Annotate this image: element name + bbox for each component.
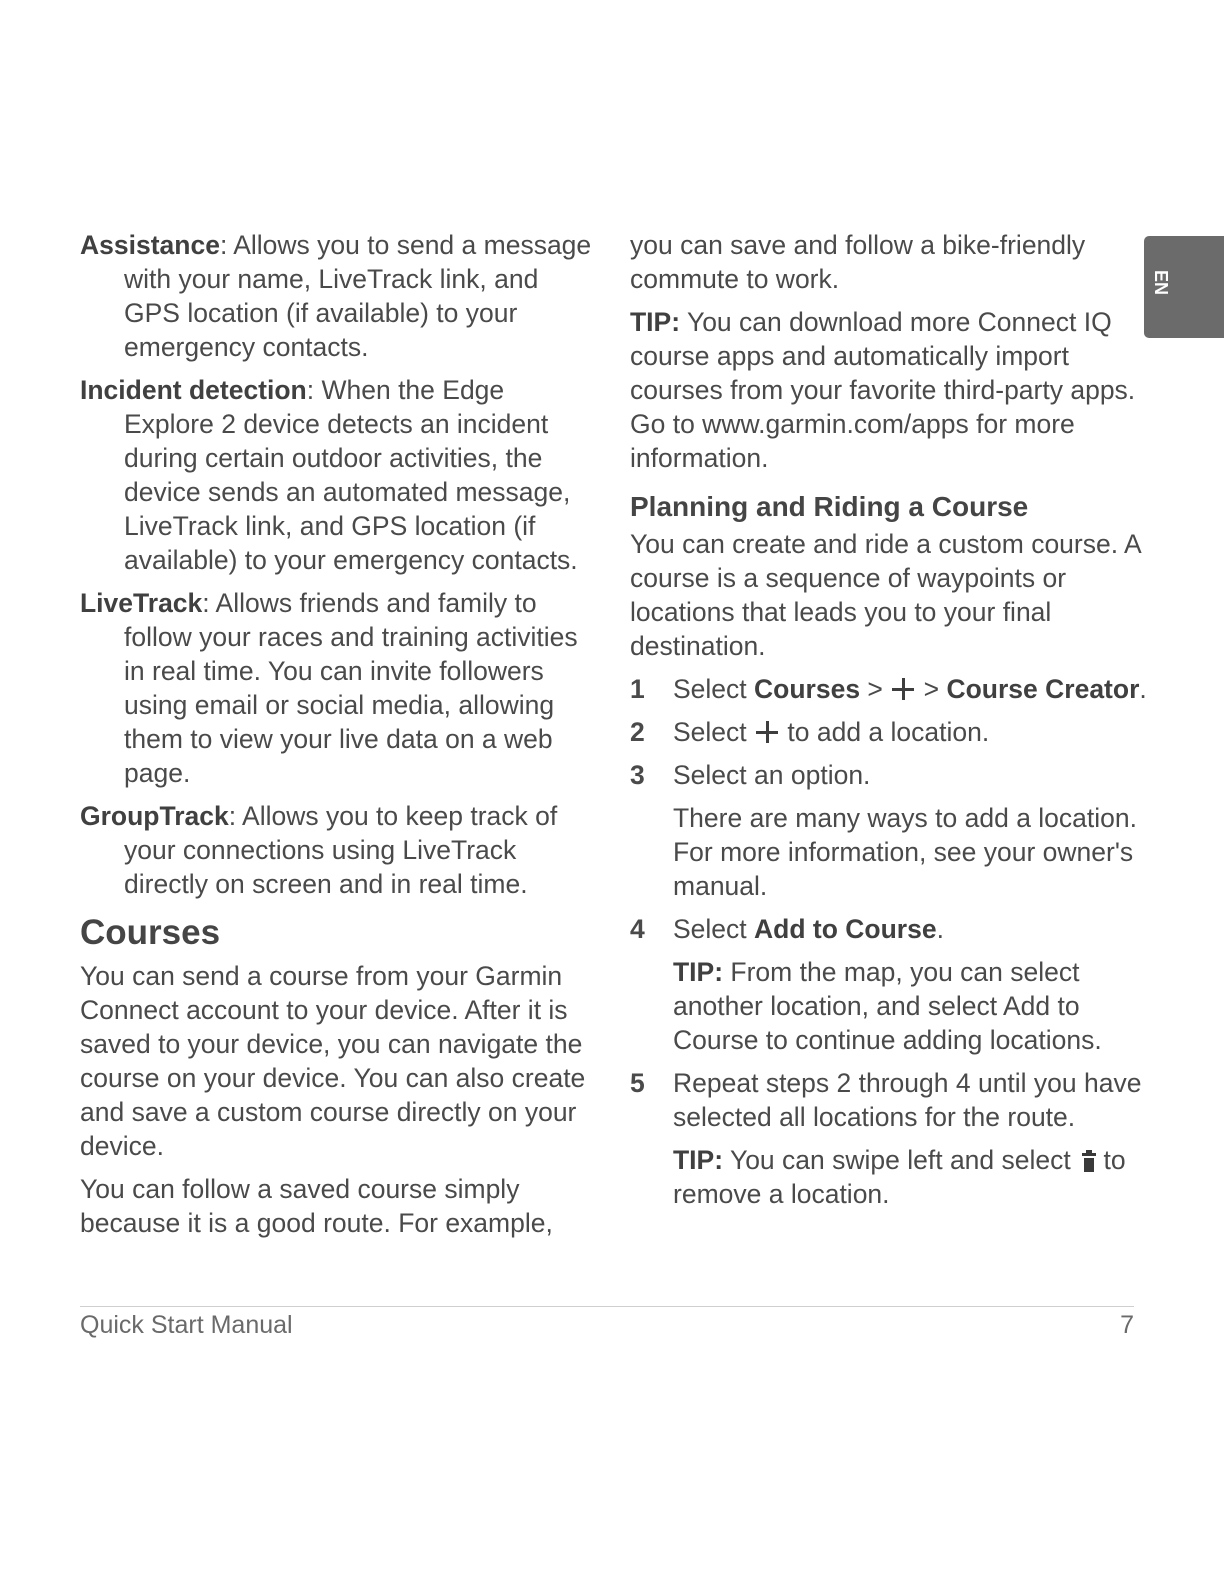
plus-icon bbox=[892, 678, 914, 700]
step-number: 5 bbox=[630, 1068, 645, 1098]
step-tip bbox=[673, 955, 1150, 1057]
term-assistance: Assistance bbox=[80, 230, 220, 260]
step-number: 1 bbox=[630, 674, 645, 704]
definition-assistance bbox=[80, 228, 600, 364]
term-grouptrack: GroupTrack bbox=[80, 801, 229, 831]
tip-text: to remove a location. bbox=[673, 1145, 1126, 1209]
footer-title: Quick Start Manual bbox=[80, 1311, 293, 1339]
right-column bbox=[630, 228, 1150, 1220]
step-text: Select an option. bbox=[673, 760, 871, 790]
definition-text: : Allows you to keep track of your connections using LiveTrack directly on screen and in real time. bbox=[124, 801, 558, 899]
definition-text: : Allows friends and family to follow your races and training activities in real time. You can invite followers using email or social media, allowing them to view your live data on a web page. bbox=[124, 588, 578, 788]
step-2 bbox=[630, 715, 1150, 749]
step-note: There are many ways to add a location. For more information, see your owner's manual. bbox=[673, 803, 1137, 901]
tip-text: You can swipe left and select bbox=[723, 1145, 1079, 1175]
step-number: 3 bbox=[630, 760, 645, 790]
step-5 bbox=[630, 1066, 1150, 1211]
separator: > bbox=[860, 674, 891, 704]
courses-paragraph-1: You can send a course from your Garmin Connect account to your device. After it is saved to your device, you can navigate the course on your device. You can also create and save a custom course directly on your device. bbox=[80, 961, 586, 1161]
term-incident-detection: Incident detection bbox=[80, 375, 307, 405]
tip-text: You can download more Connect IQ course apps and automatically import courses from your favorite third-party apps. Go to www.garmin.com/apps for more information. bbox=[630, 307, 1136, 473]
tip-label: TIP: bbox=[673, 1145, 724, 1175]
step-text: Select bbox=[673, 914, 755, 944]
step-4 bbox=[630, 912, 1150, 1057]
plus-icon bbox=[756, 721, 778, 743]
step-text: Repeat steps 2 through 4 until you have selected all locations for the route. bbox=[673, 1068, 1142, 1132]
separator: > bbox=[916, 674, 947, 704]
page-number: 7 bbox=[1120, 1311, 1134, 1339]
step-number: 2 bbox=[630, 717, 645, 747]
definition-text: : When the Edge Explore 2 device detects an incident during certain outdoor activities, the device sends an automated message, LiveTrack link, and GPS location (if available) to your emergency contacts. bbox=[124, 375, 578, 575]
courses-paragraph-2: You can follow a saved course simply because it is a good route. For example, bbox=[80, 1174, 553, 1238]
step-1 bbox=[630, 672, 1150, 706]
language-tab-label: EN bbox=[1151, 269, 1172, 296]
step-text: to add a location. bbox=[780, 717, 990, 747]
step-text: Select bbox=[673, 674, 755, 704]
step-text: . bbox=[936, 914, 944, 944]
steps-list bbox=[630, 672, 1150, 1211]
tip-label: TIP: bbox=[630, 307, 681, 337]
definition-grouptrack bbox=[80, 799, 600, 901]
definition-livetrack bbox=[80, 586, 600, 790]
course-creator-label: Course Creator bbox=[946, 674, 1140, 704]
trash-icon bbox=[1082, 1150, 1096, 1172]
step-3 bbox=[630, 758, 1150, 903]
continued-paragraph: you can save and follow a bike-friendly commute to work. bbox=[630, 230, 1086, 294]
planning-paragraph: You can create and ride a custom course. A course is a sequence of waypoints or locations that leads you to your final destination. bbox=[630, 529, 1141, 661]
tip-text: From the map, you can select another location, and select Add to Course to continue adding locations. bbox=[673, 957, 1102, 1055]
courses-menu-label: Courses bbox=[754, 674, 861, 704]
step-text: . bbox=[1139, 674, 1147, 704]
left-column bbox=[80, 228, 600, 1249]
add-to-course-label: Add to Course bbox=[754, 914, 937, 944]
step-number: 4 bbox=[630, 914, 645, 944]
tip-connect-iq bbox=[630, 305, 1150, 475]
tip-label: TIP: bbox=[673, 957, 724, 987]
step-text: Select bbox=[673, 717, 755, 747]
term-livetrack: LiveTrack bbox=[80, 588, 203, 618]
language-tab bbox=[1144, 236, 1224, 338]
footer-divider bbox=[80, 1306, 1134, 1307]
planning-heading: Planning and Riding a Course bbox=[630, 491, 1029, 522]
definition-incident-detection bbox=[80, 373, 600, 577]
step-tip bbox=[673, 1143, 1150, 1211]
courses-heading: Courses bbox=[80, 913, 221, 952]
definition-text: : Allows you to send a message with your name, LiveTrack link, and GPS location (if available) to your emergency contacts. bbox=[124, 230, 592, 362]
